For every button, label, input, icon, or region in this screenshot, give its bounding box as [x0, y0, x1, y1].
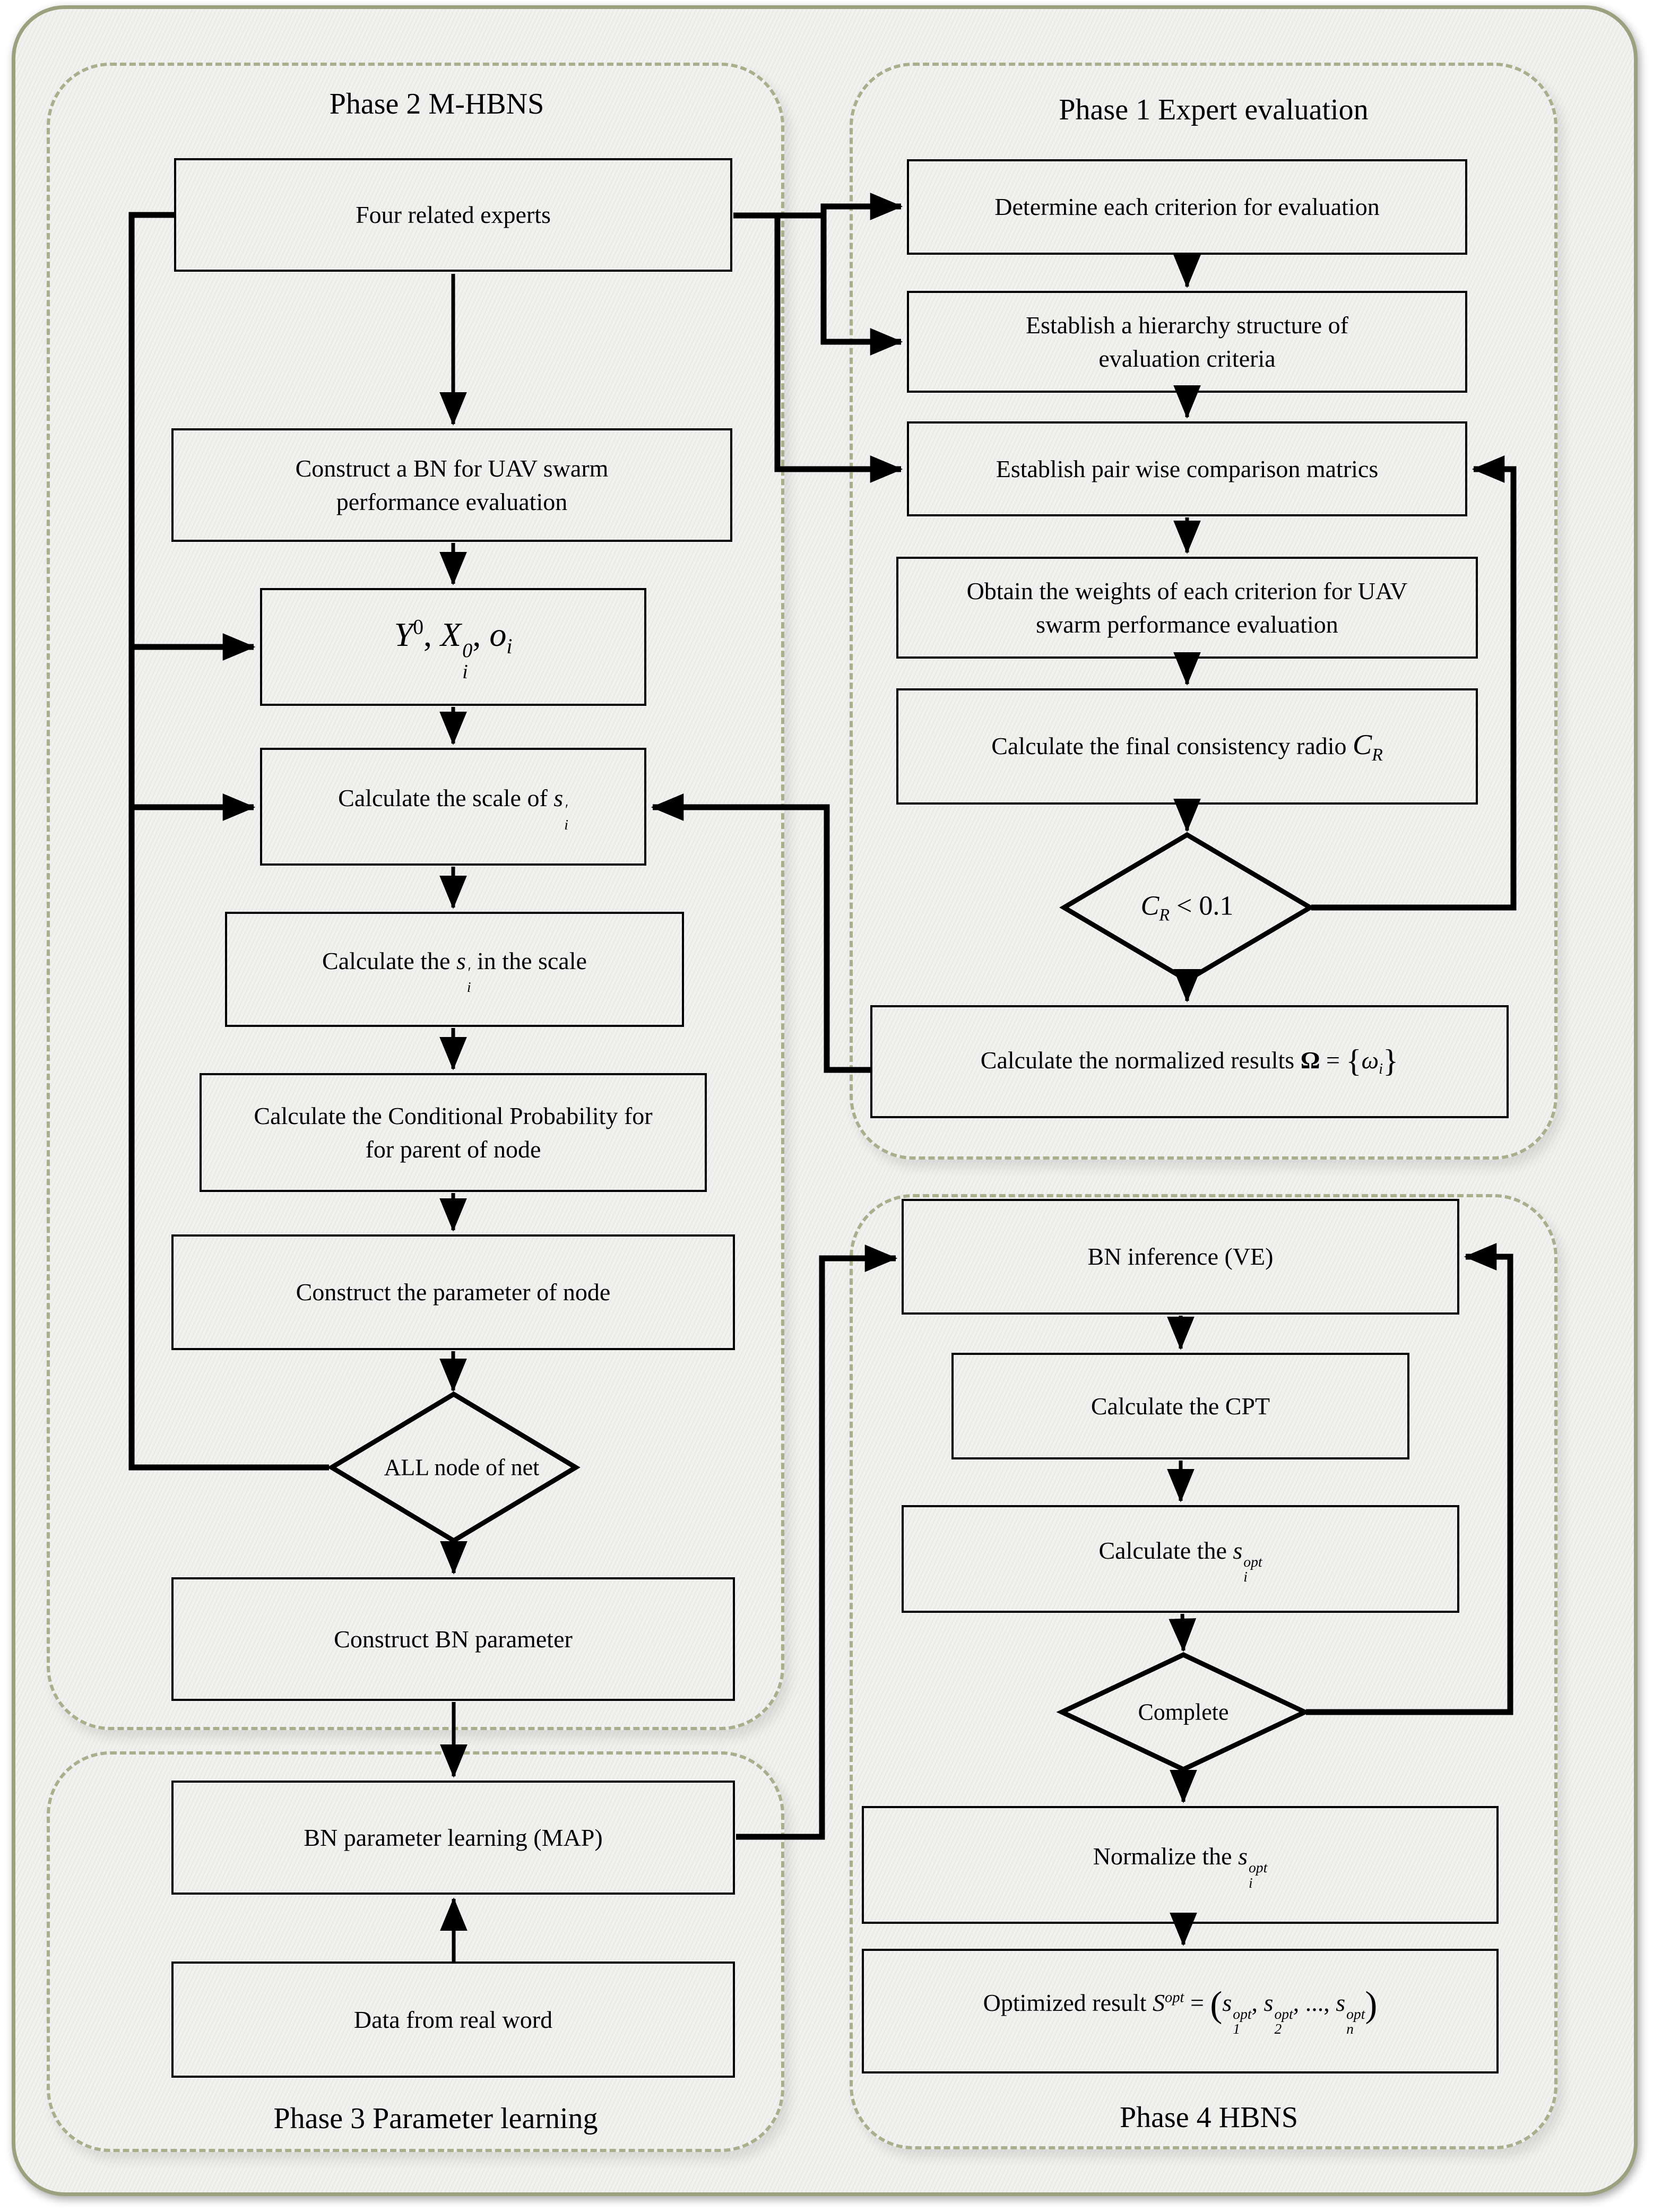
node-calc-conditional-probability: Calculate the Conditional Probability for for parent of node	[200, 1073, 707, 1192]
phase4-title: Phase 4 HBNS	[1119, 2101, 1299, 2134]
node-y0-xi0-oi: $Y^0$, X 0 i , $o_i$	[260, 588, 646, 706]
node-construct-parameter-of-node: Construct the parameter of node	[171, 1234, 735, 1350]
arrow-siopt-to-complete	[1182, 1614, 1183, 1651]
label-all-node-of-net: ALL node of net	[384, 1454, 540, 1481]
node-calc-consistency-radio: Calculate the final consistency radio $C_R$	[896, 688, 1478, 805]
node-data-from-real-word: Data from real word	[171, 1962, 735, 2078]
node-calc-si-in-scale: Calculate the s ′ i in the scale	[225, 912, 684, 1027]
node-calc-normalized-results: Calculate the normalized results $\Omega = \{\omega_i\}$	[870, 1005, 1509, 1118]
node-obtain-weights: Obtain the weights of each criterion for UAV swarm performance evaluation	[896, 557, 1478, 659]
node-bn-inference-ve: BN inference (VE)	[902, 1199, 1459, 1315]
node-construct-bn-parameter: Construct BN parameter	[171, 1577, 735, 1701]
link-omega-to-scale	[653, 807, 871, 1070]
node-calc-scale: Calculate the scale of s ′ i	[260, 748, 646, 866]
label-cr-condition: $C_R < 0.1$	[1140, 891, 1234, 924]
link-maplearning-to-inference	[736, 1258, 896, 1837]
node-optimized-result: Optimized result $S^{opt} = (s$ opt 1 , s opt 2 , ..., s opt n )	[862, 1949, 1499, 2073]
node-four-related-experts: Four related experts	[174, 158, 732, 272]
node-calculate-cpt: Calculate the CPT	[951, 1353, 1409, 1459]
phase3-title: Phase 3 Parameter learning	[273, 2102, 598, 2135]
node-construct-bn: Construct a BN for UAV swarm performance evaluation	[171, 428, 732, 542]
phase2-title: Phase 2 M-HBNS	[329, 88, 544, 120]
node-determine-criterion: Determine each criterion for evaluation	[907, 159, 1467, 255]
node-establish-pairwise-matrics: Establish pair wise comparison matrics	[907, 421, 1467, 516]
arrow-experts-to-determine	[733, 206, 901, 215]
arrow-experts-to-hierarchy	[824, 215, 901, 342]
node-normalize-siopt: Normalize the s opt i	[862, 1806, 1499, 1924]
phase1-title: Phase 1 Expert evaluation	[1059, 93, 1369, 126]
node-bn-parameter-learning-map: BN parameter learning (MAP)	[171, 1781, 735, 1895]
node-calculate-siopt: Calculate the s opt i	[902, 1505, 1459, 1613]
label-complete: Complete	[1138, 1699, 1229, 1725]
node-establish-hierarchy: Establish a hierarchy structure of evaluation criteria	[907, 291, 1467, 393]
loop-complete-to-inference	[1306, 1257, 1510, 1712]
